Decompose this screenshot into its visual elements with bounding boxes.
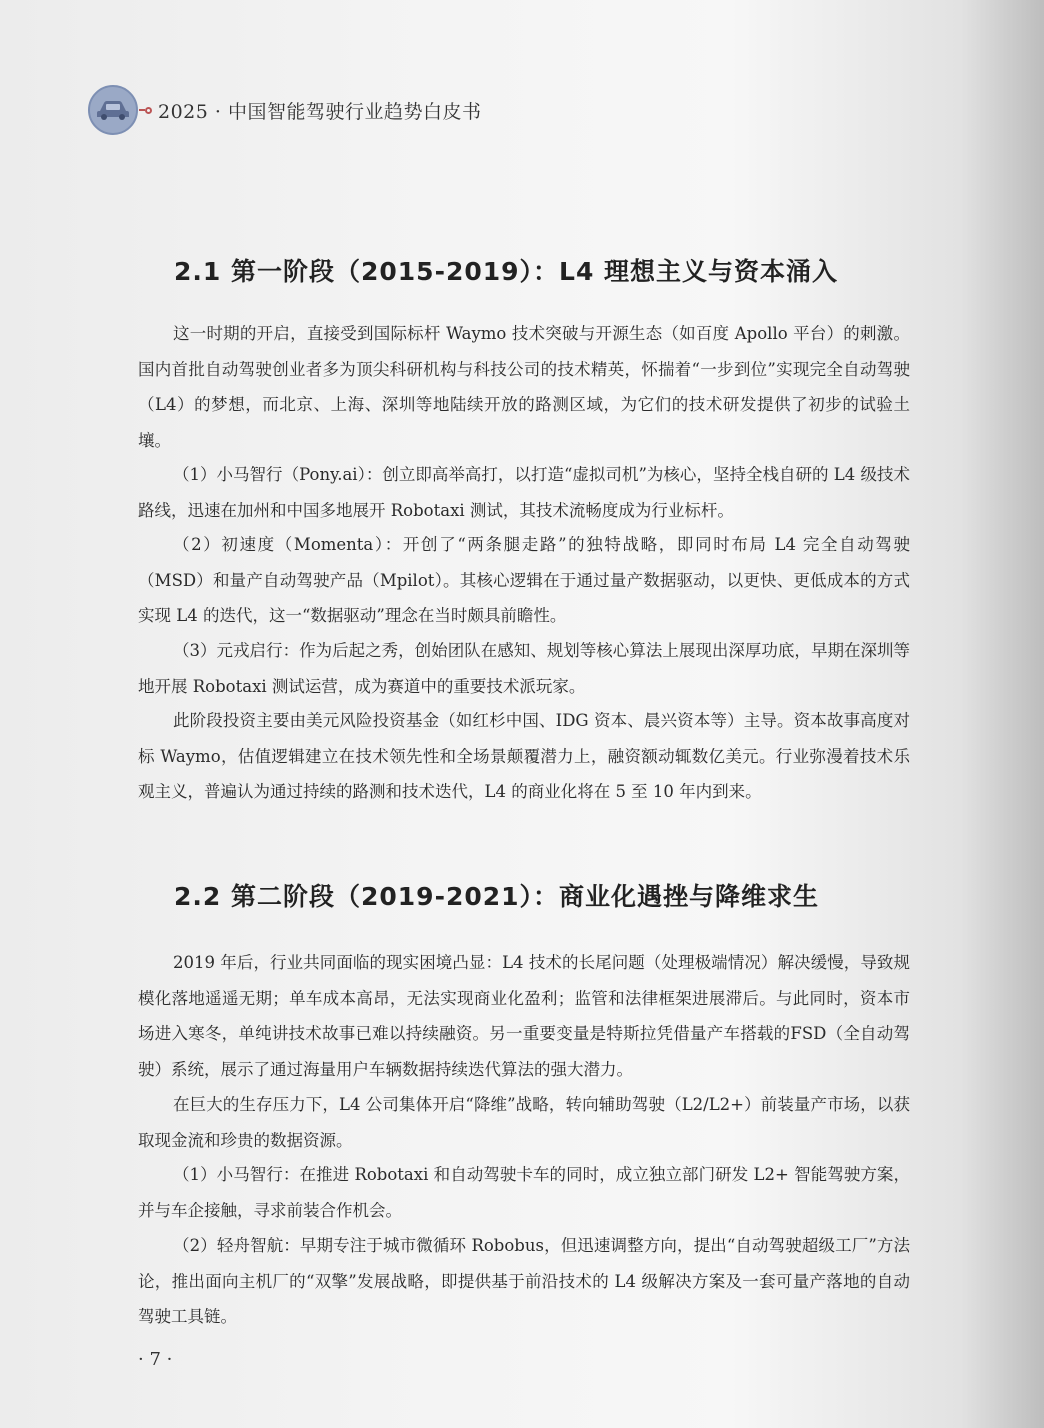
paragraph: （2）初速度（Momenta）：开创了“两条腿走路”的独特战略，即同时布局 L4 完全自动驾驶（MSD）和量产自动驾驶产品（Mpilot）。其核心逻辑在于通过量产数据驱动，以更快、更低成本的方式实现 L4 的迭代，这一“数据驱动”理念在当时颇具前瞻性。 [138,535,910,625]
paragraph: （1）小马智行：在推进 Robotaxi 和自动驾驶卡车的同时，成立独立部门研发 L2+ 智能驾驶方案，并与车企接触，寻求前装合作机会。 [138,1165,910,1220]
document-title: 2025 · 中国智能驾驶行业趋势白皮书 [158,100,482,123]
page-number: · 7 · [138,1349,173,1370]
paragraph: （1）小马智行（Pony.ai）：创立即高举高打，以打造“虚拟司机”为核心，坚持全栈自研的 L4 级技术路线，迅速在加州和中国多地展开 Robotaxi 测试，其技术流畅度成为行业标杆。 [138,465,910,520]
section-heading: 2.1 第一阶段（2015-2019）：L4 理想主义与资本涌入 [174,257,839,286]
section-heading: 2.2 第二阶段（2019-2021）：商业化遇挫与降维求生 [174,882,820,911]
paragraph: 2019 年后，行业共同面临的现实困境凸显：L4 技术的长尾问题（处理极端情况）解决缓慢，导致规模化落地遥遥无期；单车成本高昂，无法实现商业化盈利；监管和法律框架进展滞后。与此同时，资本市场进入寒冬，单纯讲技术故事已难以持续融资。另一重要变量是特斯拉凭借量产车搭载的FSD（全自动驾驶）系统，展示了通过海量用户车辆数据持续迭代算法的强大潜力。 [138,953,910,1079]
paragraph: 这一时期的开启，直接受到国际标杆 Waymo 技术突破与开源生态（如百度 Apollo 平台）的刺激。国内首批自动驾驶创业者多为顶尖科研机构与科技公司的技术精英，怀揣着“一步到位”实现完全自动驾驶（L4）的梦想，而北京、上海、深圳等地陆续开放的路测区域，为它们的技术研发提供了初步的试验土壤。 [138,324,910,450]
header-logo [88,85,138,135]
paragraph: 此阶段投资主要由美元风险投资基金（如红杉中国、IDG 资本、晨兴资本等）主导。资本故事高度对标 Waymo，估值逻辑建立在技术领先性和全场景颠覆潜力上，融资额动辄数亿美元。行业弥漫着技术乐观主义，普遍认为通过持续的路测和技术迭代，L4 的商业化将在 5 至 10 年内到来。 [138,711,910,801]
paragraph: （3）元戎启行：作为后起之秀，创始团队在感知、规划等核心算法上展现出深厚功底，早期在深圳等地开展 Robotaxi 测试运营，成为赛道中的重要技术派玩家。 [138,641,910,696]
paragraph: 在巨大的生存压力下，L4 公司集体开启“降维”战略，转向辅助驾驶（L2/L2+）前装量产市场，以获取现金流和珍贵的数据资源。 [138,1095,910,1150]
paragraph: （2）轻舟智航：早期专注于城市微循环 Robobus，但迅速调整方向，提出“自动驾驶超级工厂”方法论，推出面向主机厂的“双擎”发展战略，即提供基于前沿技术的 L4 级解决方案及一套可量产落地的自动驾驶工具链。 [138,1236,910,1326]
header-connector [139,107,152,114]
car-icon [96,99,130,121]
running-header [88,84,481,136]
